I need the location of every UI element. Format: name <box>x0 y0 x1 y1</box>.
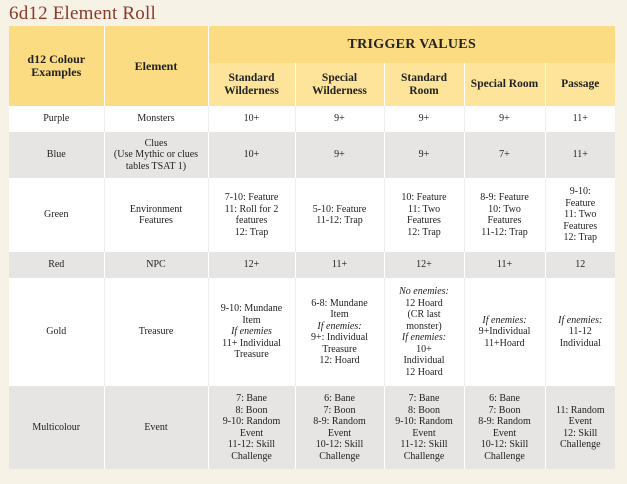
trigger-value-line: 7: Bane <box>236 393 267 404</box>
header-standard-room: Standard Room <box>384 63 464 106</box>
trigger-value-line: Challenge <box>319 450 360 462</box>
element-cell <box>104 132 208 178</box>
trigger-value-line: 6: Bane <box>324 393 355 404</box>
trigger-value-cell <box>208 178 295 252</box>
table-row <box>9 106 615 132</box>
trigger-value-line: Event <box>327 427 352 439</box>
trigger-value-line: 12 <box>575 259 586 271</box>
trigger-value-cell <box>384 386 464 469</box>
trigger-value-cell <box>464 106 545 132</box>
trigger-value-line: 11: Two <box>407 203 441 215</box>
colour-cell: Green <box>9 178 104 252</box>
element-cell <box>104 178 208 252</box>
trigger-value-line: 8-9: Random <box>478 416 531 427</box>
trigger-value-line: 12+ <box>416 259 432 271</box>
trigger-value-cell <box>295 106 384 132</box>
element-line: Environment <box>129 203 183 215</box>
header-special-wilderness: Special Wilderness <box>295 63 384 106</box>
trigger-value-line: If enemies: <box>317 320 362 332</box>
trigger-value-line: 11: Roll for 2 <box>224 203 279 215</box>
trigger-value-cell <box>545 178 615 252</box>
header-colour: d12 Colour Examples <box>9 26 104 106</box>
trigger-value-line: 11+ Individual <box>222 337 281 349</box>
trigger-value-line: 9+ <box>418 149 430 161</box>
element-line: Monsters <box>137 113 175 125</box>
trigger-value-line: 9-10: Random <box>395 416 453 427</box>
trigger-value-line: Challenge <box>403 450 445 462</box>
trigger-value-line: features <box>235 215 268 226</box>
trigger-value-cell <box>384 278 464 386</box>
element-line: tables TSAT 1) <box>125 160 187 172</box>
trigger-value-line: Challenge <box>231 450 272 462</box>
element-line: Treasure <box>138 326 174 338</box>
trigger-value-line: 5-10: Feature <box>312 203 367 215</box>
trigger-value-cell <box>464 386 545 469</box>
trigger-value-line: Event <box>492 427 517 439</box>
trigger-value-line: 10+ <box>243 113 260 125</box>
trigger-value-line: 12: Trap <box>407 226 441 238</box>
trigger-value-cell <box>295 132 384 178</box>
trigger-value-line: 12 Hoard <box>405 297 443 309</box>
trigger-value-line: Item <box>330 309 349 320</box>
trigger-value-line: Features <box>407 215 441 226</box>
trigger-value-line: If enemies <box>231 326 272 338</box>
trigger-value-line: Event <box>239 427 264 439</box>
table-row <box>9 178 615 252</box>
colour-cell: Multicolour <box>9 386 104 469</box>
trigger-value-line: 12+ <box>243 259 260 271</box>
trigger-value-line: Features <box>563 220 598 232</box>
element-cell <box>104 106 208 132</box>
trigger-value-line: 11+ <box>496 259 513 271</box>
trigger-value-line: 6: Bane <box>489 393 520 404</box>
trigger-value-line: Individual <box>559 337 601 349</box>
trigger-value-cell <box>208 252 295 278</box>
trigger-value-line: 10-12: Skill <box>315 439 364 450</box>
trigger-value-line: 7: Bane <box>408 393 440 404</box>
trigger-value-line: 12: Skill <box>563 427 598 439</box>
trigger-value-line: 11+ <box>572 113 588 125</box>
trigger-value-line: 10: Two <box>488 203 521 215</box>
trigger-value-line: 8-9: Random <box>313 416 366 427</box>
trigger-value-cell <box>464 178 545 252</box>
trigger-value-line: 6-8: Mundane <box>311 297 368 309</box>
trigger-value-line: 11-12: Skill <box>227 439 276 450</box>
trigger-value-line: 12 Hoard <box>405 366 443 378</box>
colour-cell: Purple <box>9 106 104 132</box>
header-standard-wilderness: Standard Wilderness <box>208 63 295 106</box>
element-cell <box>104 278 208 386</box>
trigger-value-line: Challenge <box>559 439 601 450</box>
trigger-value-line: 7: Boon <box>488 404 521 416</box>
trigger-value-cell <box>545 386 615 469</box>
trigger-value-line: No enemies: <box>399 286 449 297</box>
trigger-value-line: Challenge <box>484 450 525 462</box>
trigger-value-line: 10-12: Skill <box>480 439 529 450</box>
trigger-value-cell <box>545 106 615 132</box>
trigger-value-line: 12: Hoard <box>319 355 360 366</box>
trigger-value-line: 11: Random <box>555 404 605 416</box>
table-row <box>9 386 615 469</box>
trigger-value-line: Event <box>568 416 592 427</box>
trigger-value-line: 11-12 <box>568 326 592 338</box>
trigger-value-line: 7: Boon <box>323 404 356 416</box>
trigger-value-cell <box>384 132 464 178</box>
header-special-room: Special Room <box>464 63 545 106</box>
trigger-value-line: 7-10: Feature <box>224 192 279 203</box>
trigger-value-line: 12: Trap <box>234 226 269 238</box>
trigger-value-line: 9+ <box>334 149 345 161</box>
table-row <box>9 132 615 178</box>
trigger-value-cell <box>464 278 545 386</box>
trigger-value-cell <box>295 386 384 469</box>
table-row <box>9 278 615 386</box>
header-element: Element <box>104 26 208 106</box>
element-line: (Use Mythic or clues <box>113 149 199 161</box>
trigger-value-line: monster) <box>406 320 442 332</box>
trigger-value-line: 12: Trap <box>563 232 598 244</box>
trigger-value-line: 9-10: <box>569 186 591 198</box>
trigger-value-line: Treasure <box>234 349 269 361</box>
trigger-value-cell <box>545 278 615 386</box>
trigger-value-line: 11+ <box>331 259 348 271</box>
colour-cell: Gold <box>9 278 104 386</box>
trigger-value-line: 8-9: Feature <box>480 192 529 203</box>
header-passage: Passage <box>545 63 615 106</box>
trigger-value-line: 9+Individual <box>478 326 531 338</box>
element-cell <box>104 386 208 469</box>
trigger-value-cell <box>208 386 295 469</box>
trigger-value-line: If enemies: <box>558 314 603 326</box>
trigger-value-line: Event <box>412 427 436 439</box>
trigger-value-line: Features <box>487 215 522 226</box>
trigger-value-cell <box>545 252 615 278</box>
trigger-value-cell <box>384 106 464 132</box>
trigger-value-line: Feature <box>565 197 596 209</box>
trigger-value-line: Item <box>242 314 261 326</box>
trigger-value-cell <box>208 106 295 132</box>
trigger-value-cell <box>464 252 545 278</box>
element-line: NPC <box>146 259 166 271</box>
trigger-value-cell <box>384 252 464 278</box>
trigger-value-line: 9+ <box>418 113 430 125</box>
trigger-value-line: 8: Boon <box>408 404 440 416</box>
trigger-value-line: 10+ <box>243 149 260 161</box>
trigger-value-line: 7+ <box>499 149 510 161</box>
colour-cell: Blue <box>9 132 104 178</box>
element-line: Features <box>139 215 173 226</box>
trigger-value-cell <box>208 132 295 178</box>
trigger-value-line: 11+Hoard <box>484 337 525 349</box>
page-title: 6d12 Element Roll <box>9 3 156 24</box>
trigger-value-line: 9-10: Mundane <box>220 303 283 315</box>
trigger-value-cell <box>464 132 545 178</box>
trigger-value-cell <box>295 178 384 252</box>
trigger-value-line: 10+ <box>416 343 432 355</box>
trigger-value-line: Individual <box>403 355 445 366</box>
trigger-value-line: 10: Feature <box>401 192 447 203</box>
element-line: Event <box>144 421 168 433</box>
trigger-value-line: 11-12: Trap <box>316 215 363 226</box>
element-line: Clues <box>144 137 168 149</box>
colour-cell: Red <box>9 252 104 278</box>
trigger-value-line: 11+ <box>572 149 588 161</box>
header-trigger-values: TRIGGER VALUES <box>208 26 615 63</box>
trigger-value-line: 8: Boon <box>235 404 268 416</box>
trigger-value-line: If enemies: <box>401 332 447 343</box>
table-row <box>9 252 615 278</box>
element-roll-table <box>9 26 615 469</box>
trigger-value-line: 9+ <box>499 113 510 125</box>
trigger-value-cell <box>295 278 384 386</box>
trigger-value-line: 9+ <box>334 113 345 125</box>
element-cell <box>104 252 208 278</box>
trigger-value-line: If enemies: <box>482 314 527 326</box>
trigger-value-line: 9+: Individual <box>310 332 369 343</box>
trigger-value-line: Treasure <box>322 343 357 355</box>
trigger-value-cell <box>295 252 384 278</box>
trigger-value-line: 11: Two <box>564 209 597 221</box>
trigger-value-cell <box>208 278 295 386</box>
trigger-value-line: 11-12: Skill <box>400 439 448 450</box>
trigger-value-line: 11-12: Trap <box>481 226 528 238</box>
trigger-value-cell <box>384 178 464 252</box>
trigger-value-cell <box>545 132 615 178</box>
trigger-value-line: (CR last <box>407 309 441 320</box>
trigger-value-line: 9-10: Random <box>222 416 281 427</box>
